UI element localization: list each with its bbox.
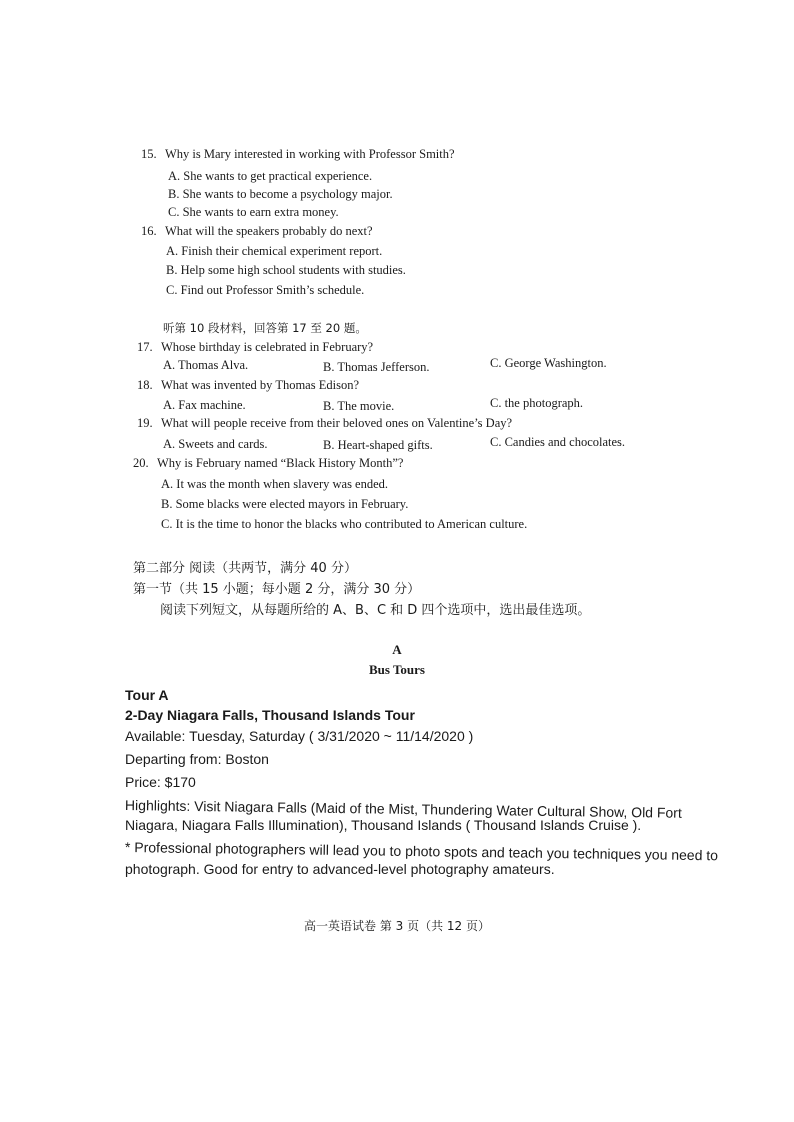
question-number: 16. [141,224,157,238]
section-instruction: 阅读下列短文，从每题所给的 A、B、C 和 D 四个选项中，选出最佳选项。 [160,603,591,618]
question-text: What will people receive from their beloved ones on Valentine’s Day? [161,416,513,430]
option: A. Sweets and cards. [163,437,268,451]
option: A. Fax machine. [163,398,246,412]
section-subtitle: 第一节（共 15 小题；每小题 2 分，满分 30 分） [133,582,421,597]
option: B. The movie. [323,399,395,413]
question-number: 19. [137,416,153,430]
option: B. Some blacks were elected mayors in February. [161,497,409,511]
question-text: Why is Mary interested in working with Professor Smith? [165,147,455,161]
question-number: 17. [137,340,153,354]
option: C. Candies and chocolates. [490,435,626,449]
tour-highlights-line1: Highlights: Visit Niagara Falls (Maid of the Mist, Thundering Water Cultural Show, Old Fort [124,797,682,821]
question-text: What will the speakers probably do next? [165,224,373,238]
option: C. She wants to earn extra money. [168,205,339,219]
option: A. She wants to get practical experience. [168,169,373,183]
tour-price: Price: $170 [125,774,196,790]
option: C. Find out Professor Smith’s schedule. [166,283,365,297]
option: C. George Washington. [490,356,607,370]
option: B. Thomas Jefferson. [323,360,430,374]
tour-note-line1: * Professional photographers will lead you to photo spots and teach you techniques you need to [124,839,719,864]
tour-available: Available: Tuesday, Saturday ( 3/31/2020 ~ 11/14/2020 ) [125,728,474,744]
option: A. Thomas Alva. [163,358,249,372]
question-number: 15. [141,147,157,161]
tour-note-line2: photograph. Good for entry to advanced-level photography amateurs. [125,861,555,877]
tour-departing: Departing from: Boston [125,751,269,767]
part-title: 第二部分 阅读（共两节，满分 40 分） [133,561,357,576]
question-text: Whose birthday is celebrated in February? [161,340,374,354]
question-number: 20. [133,456,149,470]
listening-instruction: 听第 10 段材料，回答第 17 至 20 题。 [163,321,367,335]
question-text: What was invented by Thomas Edison? [161,378,359,392]
tour-label: Tour A [125,687,169,703]
passage-title: Bus Tours [368,662,425,677]
question-text: Why is February named “Black History Month”? [157,456,404,470]
option: B. She wants to become a psychology major. [168,187,393,201]
option: A. Finish their chemical experiment report. [166,244,383,258]
option: B. Heart-shaped gifts. [323,438,433,452]
option: A. It was the month when slavery was ended. [161,477,389,491]
option: C. the photograph. [490,396,584,410]
option: B. Help some high school students with studies. [166,263,406,277]
passage-letter: A [392,642,402,657]
page-footer: 高一英语试卷 第 3 页（共 12 页） [304,919,490,933]
tour-highlights-line2: Niagara, Niagara Falls Illumination), Thousand Islands ( Thousand Islands Cruise ). [125,817,642,833]
question-number: 18. [137,378,153,392]
tour-name: 2-Day Niagara Falls, Thousand Islands Tour [125,707,415,723]
option: C. It is the time to honor the blacks who contributed to American culture. [161,517,528,531]
